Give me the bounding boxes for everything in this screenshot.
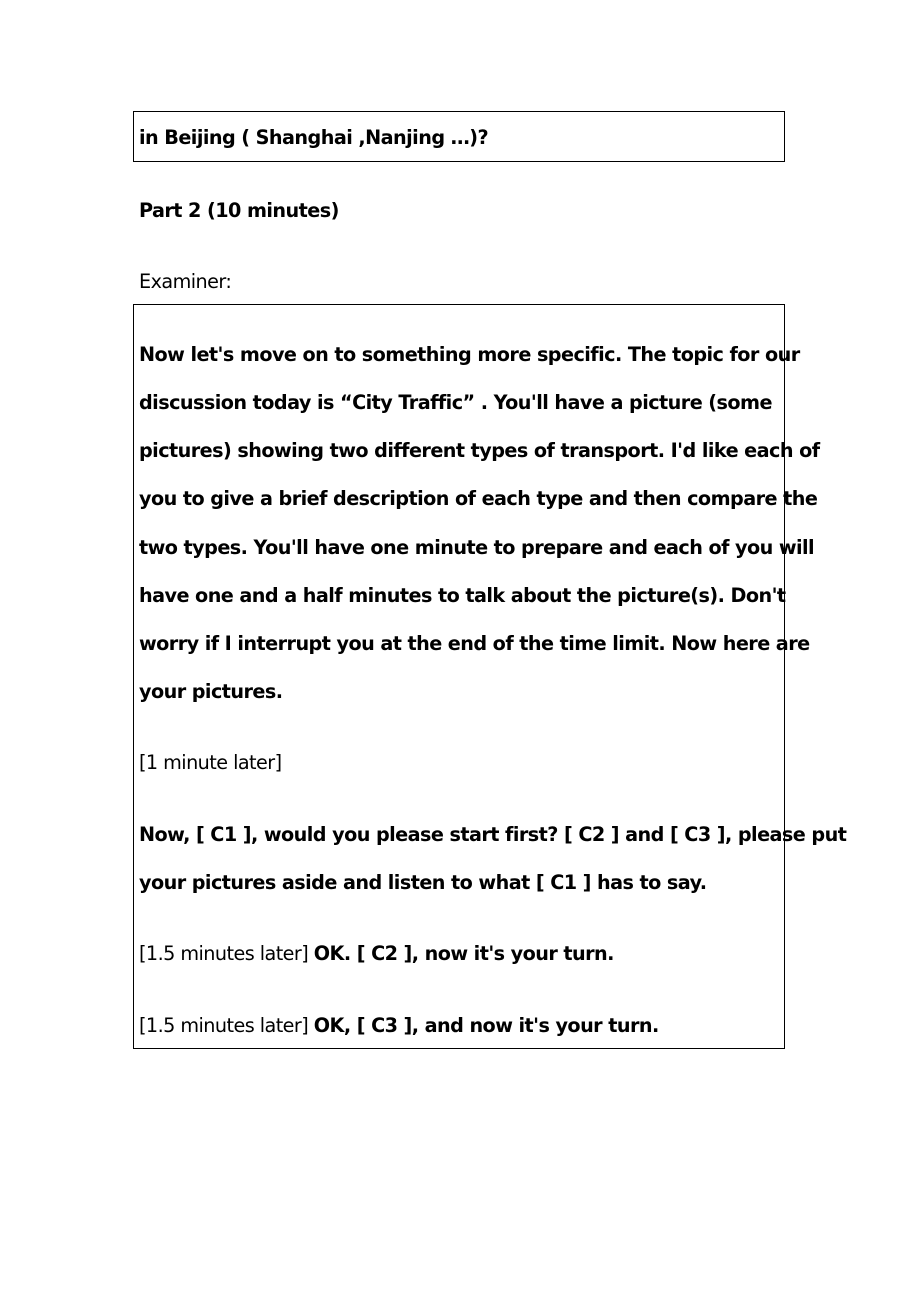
c1-instruction-line: Now, [ C1 ], would you please start first? [ C2 ] and [ C3 ], please put xyxy=(139,823,847,846)
c1-instruction-line: your pictures aside and listen to what [ C1 ] has to say. xyxy=(139,871,707,894)
part-heading: Part 2 (10 minutes) xyxy=(139,199,339,222)
intro-line: two types. You'll have one minute to prepare and each of you will xyxy=(139,536,815,559)
c2-turn-text: OK. [ C2 ], now it's your turn. xyxy=(313,942,614,965)
question-text-line: in Beijing ( Shanghai ,Nanjing …)? xyxy=(139,126,489,149)
c3-time-note: [1.5 minutes later] xyxy=(139,1014,309,1037)
c3-turn-line xyxy=(139,1013,659,1039)
intro-line: have one and a half minutes to talk about the picture(s). Don't xyxy=(139,584,786,607)
intro-line: pictures) showing two different types of transport. I'd like each of xyxy=(139,439,820,462)
intro-line: worry if I interrupt you at the end of the time limit. Now here are xyxy=(139,632,810,655)
examiner-label: Examiner: xyxy=(139,270,232,293)
c3-turn-text: OK, [ C3 ], and now it's your turn. xyxy=(313,1014,659,1037)
one-minute-later-note: [1 minute later] xyxy=(139,751,282,774)
c2-time-note: [1.5 minutes later] xyxy=(139,942,309,965)
c2-turn-line xyxy=(139,941,614,967)
intro-line: your pictures. xyxy=(139,680,283,703)
intro-line: discussion today is “City Traffic” . You'll have a picture (some xyxy=(139,391,772,414)
intro-line: you to give a brief description of each type and then compare the xyxy=(139,487,818,510)
intro-line: Now let's move on to something more specific. The topic for our xyxy=(139,343,800,366)
